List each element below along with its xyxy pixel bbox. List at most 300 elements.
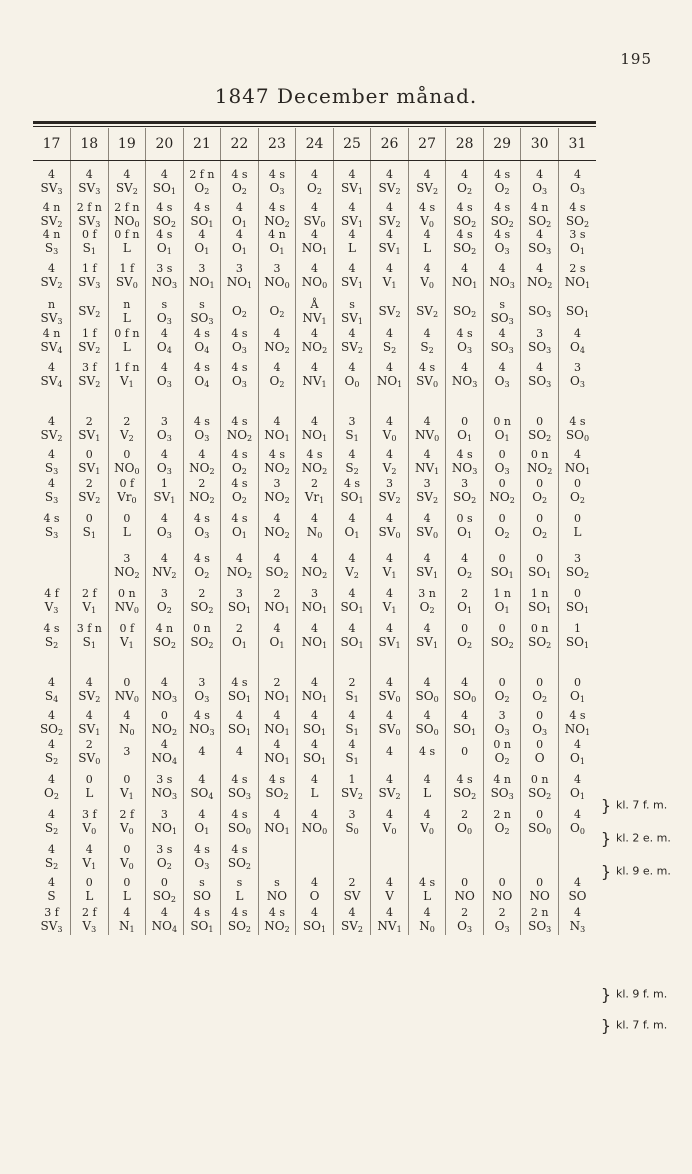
table-cell: [521, 201, 559, 228]
table-cell: [371, 505, 409, 545]
cloud-value: 0: [85, 511, 93, 525]
title-rule-thin: [33, 126, 596, 127]
wind-value: SV: [343, 889, 361, 903]
table-cell: [183, 709, 221, 736]
wind-value: $V_0$: [382, 820, 397, 836]
table-cell: [33, 327, 71, 354]
note-text: kl. 9 e. m.: [616, 864, 671, 878]
page-number: 195: [620, 50, 652, 68]
wind-value: $O_0$: [457, 820, 473, 836]
table-cell: [33, 161, 71, 202]
table-cell: [333, 228, 371, 255]
cloud-value: 4: [573, 772, 581, 786]
table-cell: [146, 655, 184, 709]
wind-value: $V_3$: [82, 918, 97, 934]
cloud-value: 4: [423, 709, 431, 722]
wind-value: $O_2$: [457, 634, 473, 650]
cloud-value: 4 s: [193, 511, 210, 525]
table-cell: [146, 475, 184, 505]
cloud-value: 2 s: [569, 261, 586, 275]
wind-value: L: [122, 310, 131, 325]
wind-value: $SO_0$: [227, 820, 251, 836]
cloud-value: 4 s: [193, 201, 210, 214]
cloud-value: 4: [310, 905, 318, 919]
wind-value: $SO_1$: [190, 214, 214, 229]
table-cell: [408, 736, 446, 766]
wind-value: $O_1$: [231, 634, 247, 650]
cloud-value: 2: [273, 675, 281, 689]
cloud-value: 4: [573, 167, 581, 181]
table-row: [33, 505, 596, 545]
table-cell: [333, 327, 371, 354]
cloud-value: 4: [423, 167, 431, 181]
wind-value: $V_2$: [119, 427, 134, 443]
wind-value: $O_2$: [570, 489, 585, 505]
table-cell: [71, 655, 109, 709]
cloud-value: 4: [310, 511, 318, 525]
table-cell: [258, 615, 296, 655]
wind-value: $SV_2$: [78, 688, 101, 704]
table-cell: [558, 295, 596, 327]
cloud-value: 4: [48, 167, 56, 181]
table-cell: [371, 655, 409, 709]
table-cell: [408, 255, 446, 295]
cloud-value: 4 s: [231, 360, 248, 374]
cloud-value: 0: [536, 737, 544, 751]
table-cell: [521, 505, 559, 545]
column-header-24: 24: [296, 128, 334, 161]
cloud-value: 4: [310, 551, 318, 565]
table-cell: [521, 766, 559, 806]
cloud-value: 2: [85, 737, 93, 751]
table-row: [33, 475, 596, 505]
wind-value: $SV_2$: [40, 214, 63, 229]
column-header-17: 17: [33, 128, 71, 161]
table-cell: [333, 836, 371, 876]
wind-value: $SO_1$: [565, 304, 590, 319]
cloud-value: 4 s: [306, 448, 323, 461]
wind-value: $V_0$: [119, 855, 134, 871]
table-cell: [296, 585, 334, 615]
table-cell: [296, 545, 334, 585]
wind-value: $S_1$: [345, 427, 359, 443]
brace-icon: }: [600, 862, 612, 881]
cloud-value: 4: [423, 511, 431, 525]
cloud-value: 4: [198, 744, 206, 758]
table-cell: [71, 255, 109, 295]
wind-value: $SV_2$: [416, 304, 439, 319]
cloud-value: 3 f: [82, 807, 97, 821]
wind-value: $NO_3$: [451, 461, 478, 476]
cloud-value: 2: [85, 476, 93, 490]
table-cell: [221, 201, 259, 228]
wind-value: L: [310, 785, 319, 800]
column-header-19: 19: [108, 128, 146, 161]
cloud-value: 4 s: [268, 167, 286, 181]
wind-value: $NO_2$: [264, 918, 290, 934]
column-header-25: 25: [333, 128, 371, 161]
cloud-value: 2: [123, 414, 131, 428]
table-cell: [296, 505, 334, 545]
cloud-value: s: [161, 297, 168, 311]
table-cell: [33, 545, 71, 585]
table-cell: [221, 585, 259, 615]
wind-value: $SO_2$: [528, 634, 552, 650]
wind-value: $SO_1$: [302, 918, 327, 934]
cloud-value: 4: [310, 709, 318, 722]
cloud-value: 4: [235, 709, 243, 722]
table-cell: [258, 201, 296, 228]
wind-value: $SO_3$: [190, 310, 214, 326]
table-cell: [408, 354, 446, 394]
wind-value: $O_2$: [494, 750, 510, 766]
cloud-value: 4 s: [193, 709, 210, 722]
table-cell: [333, 655, 371, 709]
wind-value: $V_1$: [119, 373, 134, 389]
table-cell: [183, 475, 221, 505]
cloud-value: 4: [386, 905, 394, 919]
cloud-value: 3: [160, 807, 168, 821]
page-title: 1847 December månad.: [214, 84, 478, 108]
cloud-value: 4: [198, 772, 206, 786]
note-text: kl. 7 f. m.: [616, 1018, 668, 1032]
table-cell: [33, 255, 71, 295]
wind-value: L: [348, 241, 356, 255]
table-cell: [333, 201, 371, 228]
cloud-value: 3: [123, 744, 131, 758]
table-cell: [408, 836, 446, 876]
table-cell: [108, 806, 146, 836]
table-cell: [258, 736, 296, 766]
wind-value: $O_0$: [344, 373, 360, 389]
table-cell: [258, 505, 296, 545]
cloud-value: 2: [461, 905, 469, 919]
cloud-value: 4: [273, 621, 281, 635]
wind-value: $SV_0$: [378, 524, 401, 540]
table-cell: [371, 394, 409, 448]
table-cell: [183, 505, 221, 545]
wind-value: $NV_0$: [414, 427, 440, 443]
wind-value: $N_0$: [419, 918, 435, 934]
cloud-value: 3: [235, 261, 243, 275]
wind-value: $SO_0$: [565, 427, 590, 443]
column-header-23: 23: [258, 128, 296, 161]
table-cell: [71, 327, 109, 354]
table-cell: [296, 201, 334, 228]
wind-value: $V_0$: [420, 274, 434, 290]
wind-value: $SO_3$: [490, 785, 514, 801]
table-cell: [146, 201, 184, 228]
wind-value: $SO_1$: [340, 599, 364, 615]
wind-value: L: [573, 524, 582, 539]
cloud-value: 4: [423, 905, 431, 919]
table-cell: [333, 394, 371, 448]
wind-value: $O_1$: [231, 241, 247, 256]
note-text: kl. 7 f. m.: [616, 798, 668, 812]
table-row: [33, 295, 596, 327]
wind-value: $O_1$: [457, 427, 473, 443]
cloud-value: s: [199, 297, 205, 311]
table-cell: [108, 836, 146, 876]
cloud-value: 4: [348, 586, 356, 600]
wind-value: $SV_2$: [78, 304, 101, 319]
cloud-value: 4: [348, 737, 356, 751]
wind-value: $SO_1$: [528, 564, 552, 580]
cloud-value: 3: [310, 586, 318, 600]
cloud-value: 4: [461, 551, 469, 565]
wind-value: $O_2$: [231, 489, 247, 505]
table-cell: [258, 766, 296, 806]
table-cell: [558, 836, 596, 876]
table-cell: [146, 448, 184, 475]
wind-value: $SO_1$: [340, 634, 364, 650]
wind-value: $O_1$: [344, 524, 360, 540]
table-cell: [333, 505, 371, 545]
table-cell: [483, 545, 521, 585]
header-row: [33, 128, 596, 161]
table-cell: [296, 903, 334, 935]
wind-value: $N_1$: [119, 918, 135, 934]
wind-value: $NO_2$: [264, 340, 290, 355]
column-header-18: 18: [71, 128, 109, 161]
cloud-value: 4: [123, 167, 131, 181]
cloud-value: 2 f: [82, 586, 97, 600]
wind-value: $NO_2$: [264, 489, 290, 505]
cloud-value: 3: [536, 327, 544, 340]
wind-value: $NO_1$: [226, 274, 253, 290]
table-cell: [446, 448, 484, 475]
wind-value: $NO_2$: [114, 564, 140, 580]
cloud-value: 4 s: [343, 476, 361, 490]
table-cell: [258, 545, 296, 585]
wind-value: $NO_1$: [301, 241, 328, 256]
table-cell: [333, 585, 371, 615]
table-cell: [371, 876, 409, 903]
cloud-value: 0: [573, 511, 581, 525]
cloud-value: 4: [48, 414, 56, 428]
cloud-value: 4 s: [419, 744, 436, 758]
wind-value: L: [122, 524, 131, 539]
wind-value: $S_2$: [44, 634, 59, 650]
table-cell: [483, 327, 521, 354]
table-cell: [408, 295, 446, 327]
table-cell: [108, 585, 146, 615]
cloud-value: 0: [498, 621, 506, 635]
wind-value: $O_2$: [494, 180, 510, 196]
table-cell: [33, 709, 71, 736]
wind-value: $NO_3$: [451, 373, 478, 389]
cloud-value: 4: [386, 772, 394, 786]
wind-value: $O_3$: [231, 340, 247, 355]
wind-value: $SV_3$: [40, 310, 63, 326]
cloud-value: 4: [235, 201, 243, 214]
cloud-value: 2: [348, 876, 356, 889]
cloud-value: 3: [273, 261, 281, 275]
wind-value: $SV_3$: [78, 274, 101, 290]
cloud-value: 4: [160, 360, 168, 374]
table-cell: [558, 766, 596, 806]
wind-value: $O_2$: [532, 489, 548, 505]
wind-value: L: [423, 785, 432, 800]
cloud-value: 4: [423, 621, 431, 635]
cloud-value: 4: [461, 709, 469, 722]
table-cell: [371, 327, 409, 354]
table-cell: [296, 806, 334, 836]
cloud-value: 0: [123, 772, 131, 786]
table-cell: [221, 354, 259, 394]
wind-value: $SV_2$: [40, 274, 63, 290]
wind-value: $NO_0$: [264, 274, 290, 290]
wind-value: $V_0$: [119, 820, 134, 836]
table-cell: [558, 255, 596, 295]
wind-value: $SO_2$: [490, 634, 514, 650]
cloud-value: 4: [123, 905, 131, 919]
table-cell: [258, 327, 296, 354]
cloud-value: 0: [85, 448, 93, 461]
wind-value: $SO_2$: [453, 241, 477, 256]
cloud-value: 0: [461, 414, 469, 428]
cloud-value: 4: [85, 842, 93, 856]
cloud-value: 4 s: [494, 228, 511, 241]
table-cell: [221, 615, 259, 655]
wind-value: $SO_2$: [152, 889, 176, 904]
wind-value: $SO_1$: [227, 722, 251, 737]
wind-value: $NO_2$: [526, 274, 553, 290]
cloud-value: 2: [273, 586, 281, 600]
wind-value: $SO_2$: [453, 304, 477, 319]
cloud-value: 4: [48, 807, 56, 821]
wind-value: $O_1$: [457, 524, 473, 540]
cloud-value: 4: [348, 511, 356, 525]
wind-value: $O_4$: [194, 340, 210, 355]
wind-value: $O_1$: [269, 241, 285, 256]
table-row: [33, 766, 596, 806]
cloud-value: 4 s: [268, 772, 286, 786]
cloud-value: 0 n: [530, 448, 549, 461]
table-cell: [483, 806, 521, 836]
cloud-value: 4: [48, 737, 56, 751]
cloud-value: 4 s: [156, 228, 173, 241]
cloud-value: 0: [536, 511, 544, 525]
cloud-value: 4: [310, 167, 318, 181]
wind-value: $S_4$: [44, 688, 59, 704]
wind-value: $NO_2$: [151, 722, 178, 737]
wind-value: L: [85, 889, 94, 903]
wind-value: $O_3$: [457, 918, 473, 934]
cloud-value: 4: [160, 675, 168, 689]
cloud-value: 4 s: [494, 167, 511, 181]
wind-value: L: [235, 889, 244, 903]
cloud-value: 4: [198, 448, 206, 461]
cloud-value: 4: [573, 905, 581, 919]
brace-icon: }: [600, 829, 612, 848]
wind-value: L: [423, 889, 432, 903]
table-cell: [558, 161, 596, 202]
wind-value: $S_1$: [345, 750, 359, 766]
wind-value: $NO_3$: [189, 722, 215, 737]
cloud-value: 0: [536, 807, 544, 821]
cloud-value: 3: [348, 807, 356, 821]
cloud-value: 4: [310, 621, 318, 635]
table-cell: [221, 766, 259, 806]
wind-value: $O_3$: [570, 373, 585, 389]
wind-value: $NO_1$: [264, 750, 290, 766]
table-cell: [333, 709, 371, 736]
cloud-value: 4: [536, 167, 544, 181]
cloud-value: 2 f: [82, 905, 97, 919]
table-cell: [71, 615, 109, 655]
table-cell: [483, 903, 521, 935]
cloud-value: 4: [235, 228, 243, 241]
cloud-value: 1 f: [119, 261, 135, 275]
wind-value: $O_3$: [156, 310, 172, 326]
wind-value: $O_1$: [194, 820, 210, 836]
table-cell: [221, 876, 259, 903]
table-cell: [146, 806, 184, 836]
table-cell: [146, 394, 184, 448]
wind-value: $NO_2$: [489, 489, 515, 505]
table-cell: [408, 615, 446, 655]
wind-value: $O_2$: [457, 564, 473, 580]
table-cell: [146, 161, 184, 202]
cloud-value: 4: [573, 737, 581, 751]
table-cell: [296, 161, 334, 202]
table-cell: [483, 448, 521, 475]
wind-value: $SV_0$: [378, 722, 401, 737]
cloud-value: 3 s: [569, 228, 586, 241]
cloud-value: s: [499, 297, 505, 311]
table-cell: [446, 655, 484, 709]
wind-value: $NO_0$: [114, 214, 140, 229]
table-cell: [183, 255, 221, 295]
wind-value: $SV_1$: [78, 461, 101, 476]
cloud-value: 0 n: [530, 621, 549, 635]
cloud-value: s: [236, 876, 243, 889]
wind-value: $SV_1$: [341, 180, 363, 196]
cloud-value: 4: [573, 876, 581, 889]
cloud-value: 4 s: [231, 414, 248, 428]
cloud-value: 4: [85, 709, 93, 722]
wind-value: $SO_1$: [302, 750, 327, 766]
cloud-value: 4: [423, 551, 431, 565]
cloud-value: 4: [423, 807, 431, 821]
wind-value: $O_2$: [231, 180, 247, 196]
table-cell: [146, 836, 184, 876]
table-cell: [108, 354, 146, 394]
cloud-value: 3: [461, 476, 469, 490]
cloud-value: 4 n: [493, 772, 511, 786]
table-cell: [521, 709, 559, 736]
wind-value: $SV_0$: [303, 214, 326, 229]
cloud-value: 4 s: [231, 511, 248, 525]
wind-value: L: [122, 340, 131, 354]
table-cell: [296, 327, 334, 354]
table-cell: [296, 766, 334, 806]
cloud-value: 0: [498, 551, 506, 565]
table-cell: [221, 903, 259, 935]
wind-value: $SO_2$: [565, 564, 590, 580]
cloud-value: 4: [423, 228, 431, 241]
table-cell: [521, 161, 559, 202]
cloud-value: 4 s: [268, 448, 286, 461]
cloud-value: 4: [348, 448, 356, 461]
table-cell: [296, 394, 334, 448]
wind-value: $SO_3$: [528, 918, 552, 934]
table-cell: [258, 709, 296, 736]
cloud-value: 4: [386, 807, 394, 821]
cloud-value: 4: [573, 327, 581, 340]
table-cell: [446, 545, 484, 585]
